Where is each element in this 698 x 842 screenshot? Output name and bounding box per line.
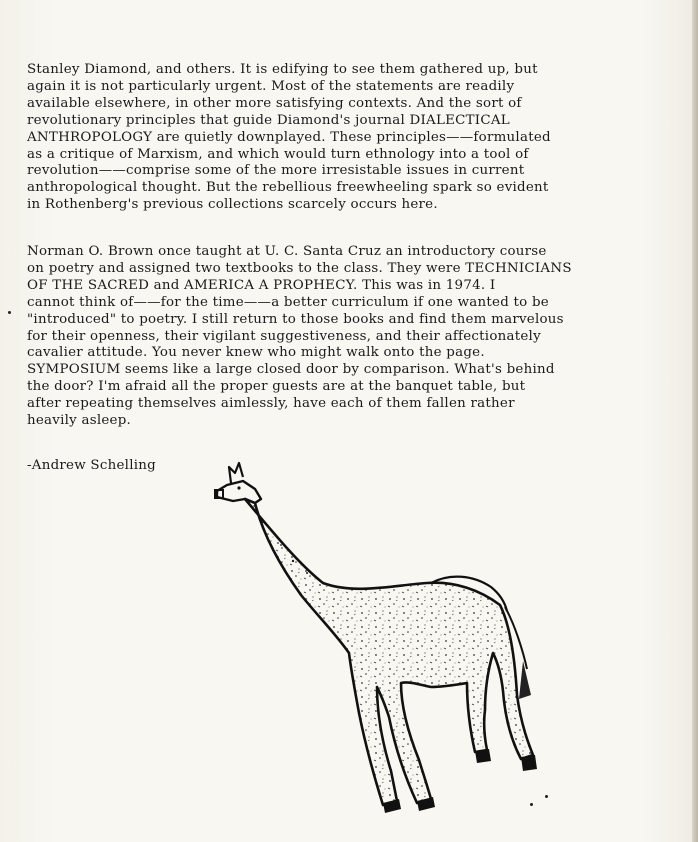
text-line: "introduced" to poetry. I still return to those books and find them marvelous [27, 311, 564, 327]
review-paragraph-2 [27, 244, 677, 430]
text-line: Stanley Diamond, and others. It is edifying to see them gathered up, but [27, 62, 538, 77]
page-edge [692, 0, 698, 842]
text-line: revolutionary principles that guide Diamond's journal DIALECTICAL [27, 112, 510, 128]
text-line: OF THE SACRED and AMERICA A PROPHECY. This was in 1974. I [27, 277, 496, 293]
text-line: cavalier attitude. You never knew who might walk onto the page. [27, 345, 485, 361]
ink-speck [8, 311, 11, 314]
text-line: on poetry and assigned two textbooks to the class. They were TECHNICIANS [27, 260, 572, 276]
text-line: available elsewhere, in other more satisfying contexts. And the sort of [27, 95, 522, 111]
text-line: in Rothenberg's previous collections scarcely occurs here. [27, 197, 438, 213]
text-line: for their openness, their vigilant suggestiveness, and their affectionately [27, 328, 541, 344]
ink-speck [530, 803, 533, 806]
text-line: heavily asleep. [27, 413, 132, 429]
text-line: as a critique of Marxism, and which would turn ethnology into a tool of [27, 146, 529, 162]
text-line: SYMPOSIUM seems like a large closed door by comparison. What's behind [27, 362, 555, 378]
text-line: cannot think of——for the time——a better curriculum if one wanted to be [27, 294, 549, 310]
text-line: after repeating themselves aimlessly, have each of them fallen rather [27, 396, 515, 412]
text-line: ANTHROPOLOGY are quietly downplayed. These principles——formulated [27, 129, 551, 145]
text-line: anthropological thought. But the rebellious freewheeling spark so evident [27, 180, 549, 196]
review-paragraph-1 [27, 62, 677, 214]
text-line: the door? I'm afraid all the proper guests are at the banquet table, but [27, 379, 526, 395]
text-line: Norman O. Brown once taught at U. C. Santa Cruz an introductory course [27, 244, 547, 259]
text-line: revolution——comprise some of the more irresistable issues in current [27, 163, 525, 179]
text-line: again it is not particularly urgent. Most of the statements are readily [27, 78, 515, 94]
giraffe-drawing-icon [205, 455, 565, 820]
ink-speck [545, 795, 548, 798]
author-signature: -Andrew Schelling [27, 458, 156, 473]
